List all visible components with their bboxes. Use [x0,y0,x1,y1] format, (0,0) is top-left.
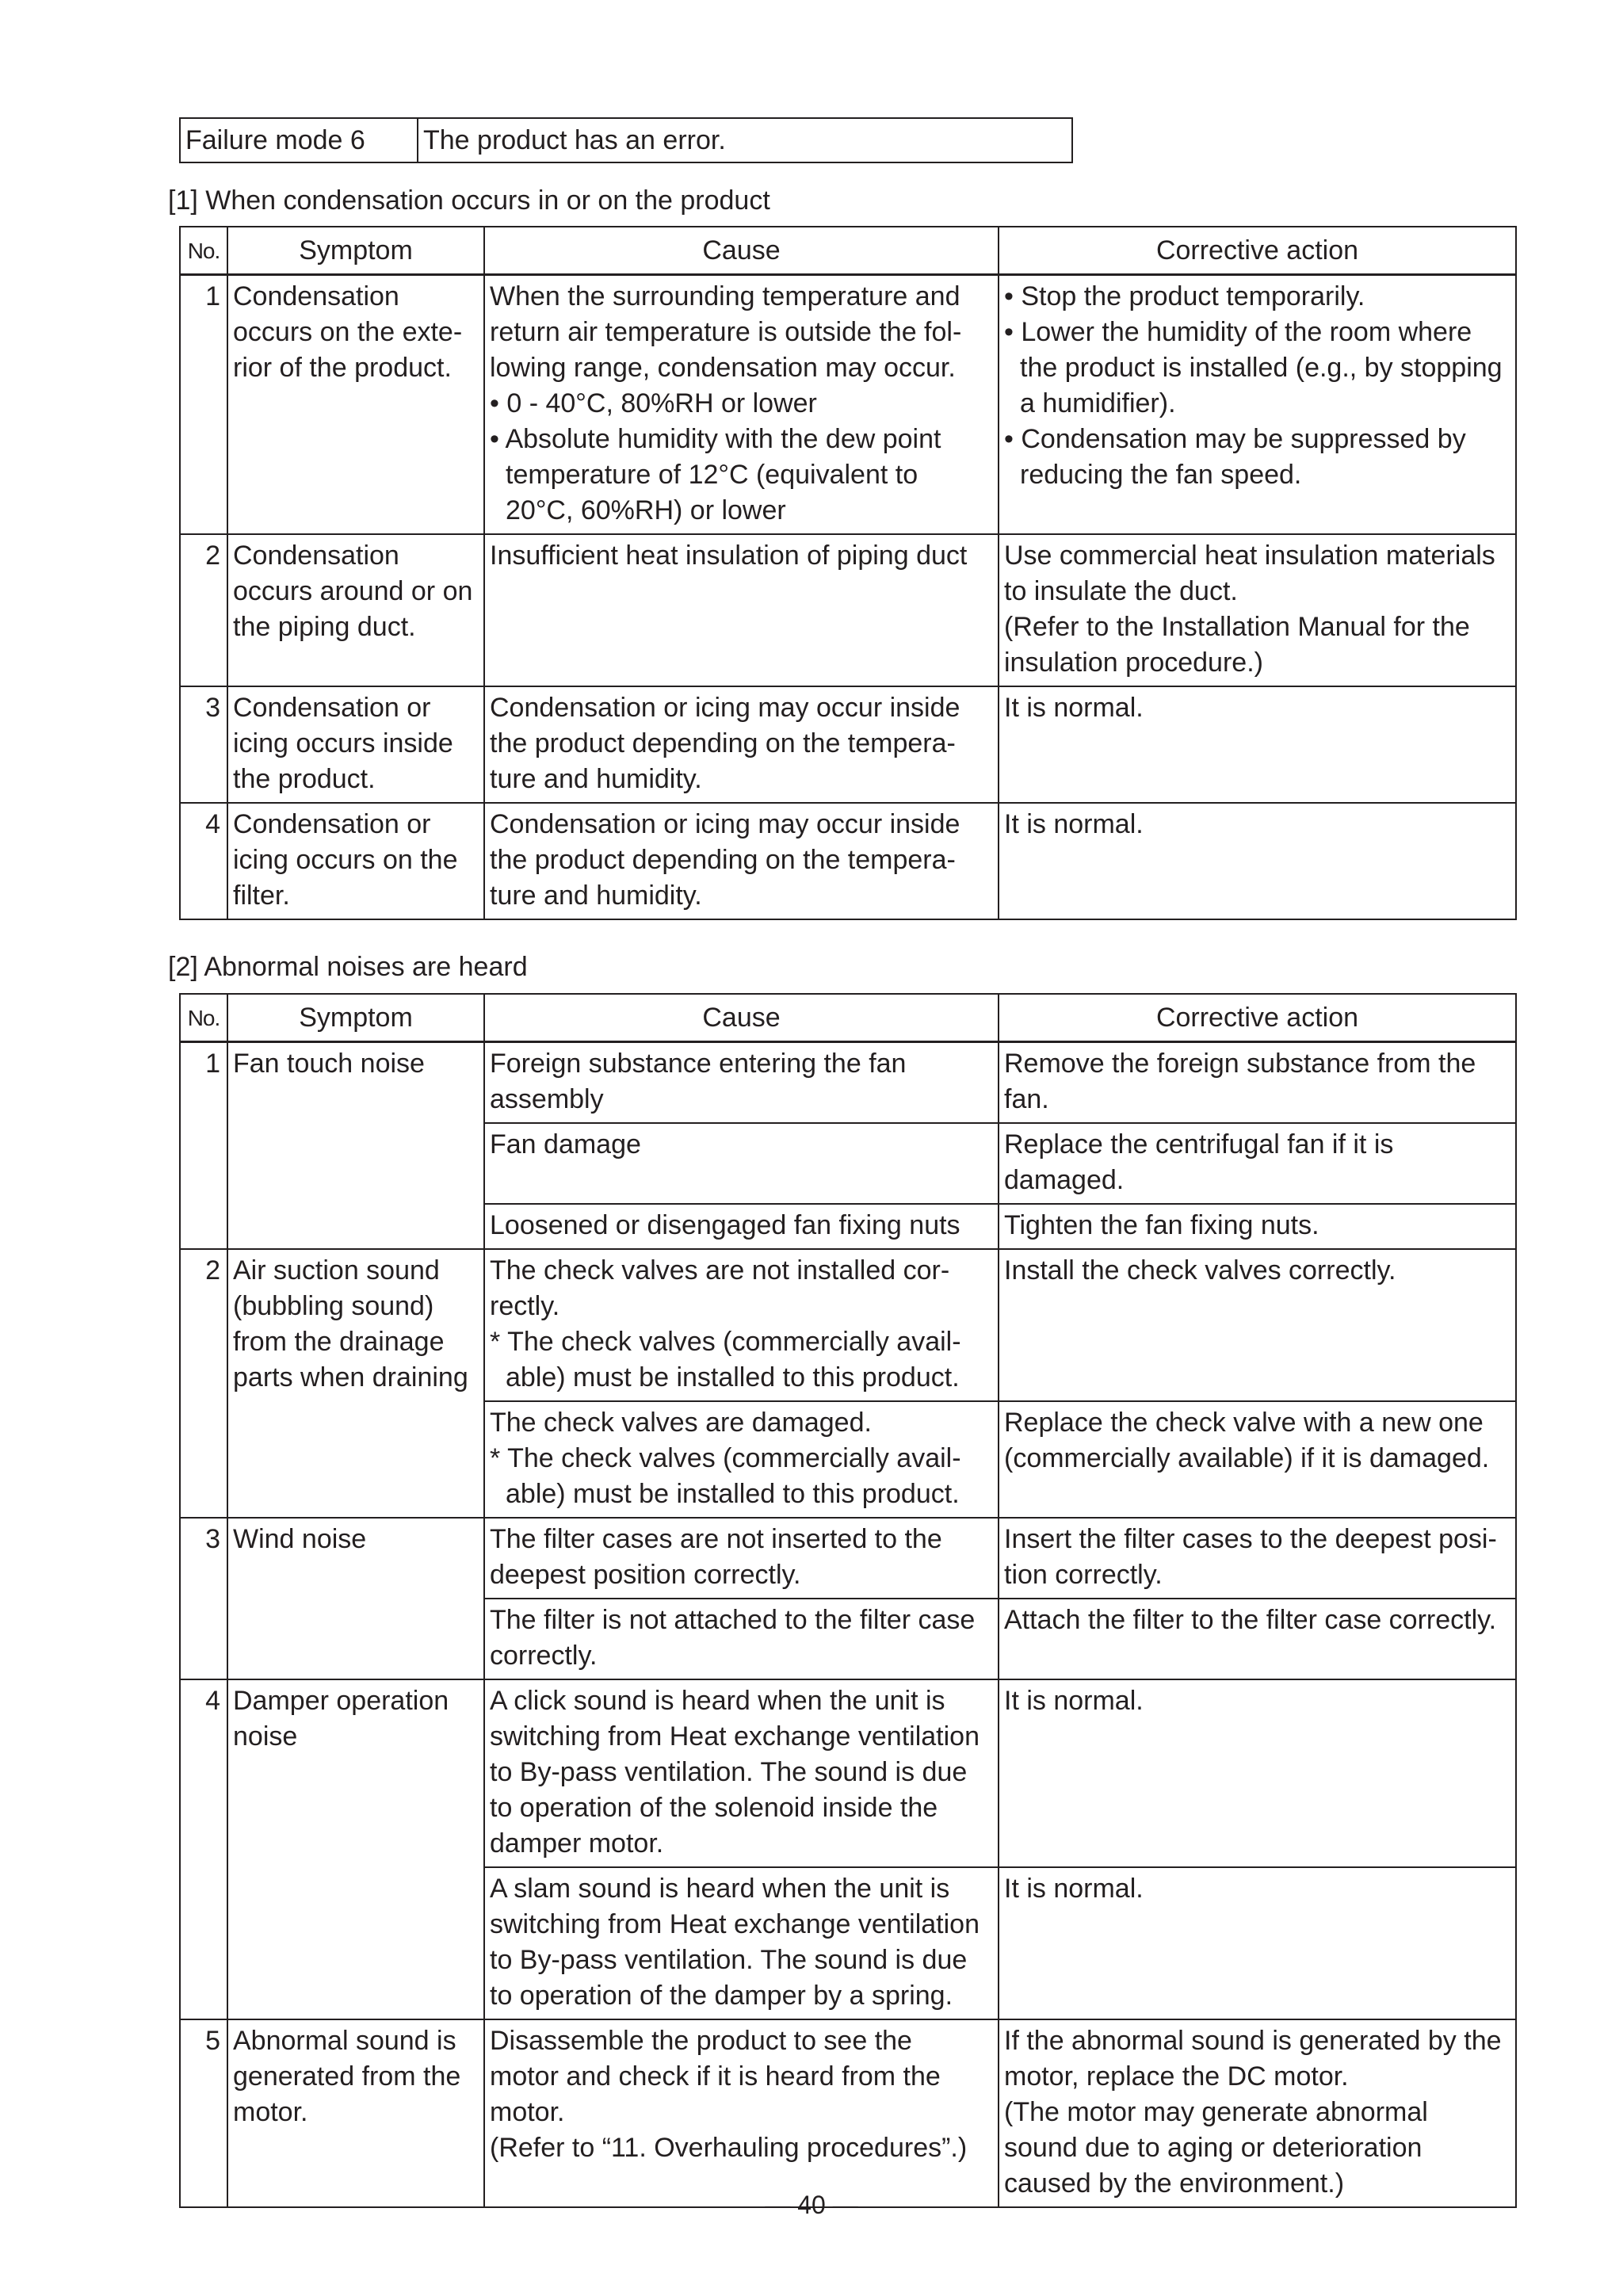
text-line: ture and humidity. [490,764,702,794]
cause-cell [484,275,999,535]
text-line: It is normal. [1004,1874,1144,1904]
corrective-action-cell [999,803,1516,919]
row-number: 1 [180,275,227,535]
cause-cell [484,686,999,803]
text-line: tion correctly. [1004,1560,1163,1590]
text-line: 20°C, 60%RH) or lower [506,495,786,525]
text-line: Loosened or disengaged fan fixing nuts [490,1210,960,1240]
text-line: Condensation [233,541,399,571]
cause-cell [484,1867,999,2019]
text-line: deepest position correctly. [490,1560,801,1590]
text-line: fan. [1004,1084,1049,1114]
cause-cell [484,1401,999,1518]
text-line: correctly. [490,1641,598,1671]
corrective-action-cell [999,1204,1516,1249]
text-line: from the drainage [233,1327,445,1357]
text-line: sound due to aging or deterioration [1004,2133,1423,2163]
cause-cell [484,1679,999,1867]
symptom-cell [227,1679,484,2019]
cause-cell [484,803,999,919]
text-line: A click sound is heard when the unit is [490,1686,945,1716]
table-row [180,534,1516,686]
text-line: ture and humidity. [490,881,702,911]
text-line: icing occurs inside [233,728,453,758]
section1-heading: [1] When condensation occurs in or on the product [168,185,770,216]
row-number: 5 [180,2019,227,2207]
text-line: Wind noise [233,1524,367,1554]
text-line: damper motor. [490,1828,664,1859]
text-line: Insufficient heat insulation of piping duct [490,541,968,571]
row-number: 2 [180,534,227,686]
text-line: the product depending on the tempera- [490,728,956,758]
text-line: switching from Heat exchange ventilation [490,1721,980,1752]
header-cause: Cause [484,994,999,1042]
cause-cell [484,534,999,686]
row-number: 1 [180,1042,227,1250]
header-corrective-action: Corrective action [999,227,1516,275]
text-line: Disassemble the product to see the [490,2026,912,2056]
text-line: If the abnormal sound is generated by the [1004,2026,1502,2056]
row-number: 4 [180,1679,227,2019]
text-line: caused by the environment.) [1004,2168,1345,2199]
row-number: 3 [180,686,227,803]
text-line: Use commercial heat insulation materials [1004,541,1495,571]
table-row [180,1042,1516,1124]
header-no: No. [180,994,227,1042]
text-line: occurs around or on [233,576,473,606]
row-number: 4 [180,803,227,919]
text-line: switching from Heat exchange ventilation [490,1909,980,1939]
text-line: the product depending on the tempera- [490,845,956,875]
text-line: Remove the foreign substance from the [1004,1049,1476,1079]
cause-cell [484,1123,999,1204]
text-line: Condensation or [233,809,431,839]
cause-cell [484,1042,999,1124]
text-line: noise [233,1721,298,1752]
section2-heading: [2] Abnormal noises are heard [168,952,528,982]
text-line: (commercially available) if it is damaged. [1004,1443,1490,1473]
text-line: (Refer to the Installation Manual for the [1004,612,1470,642]
failure-mode-label: Failure mode 6 [180,118,418,162]
symptom-cell [227,534,484,686]
corrective-action-cell [999,2019,1516,2207]
text-line: Install the check valves correctly. [1004,1255,1396,1286]
text-line: motor and check if it is heard from the [490,2061,941,2092]
symptom-cell [227,686,484,803]
text-line: The filter is not attached to the filter case [490,1605,976,1635]
symptom-cell [227,1249,484,1518]
text-line: the product. [233,764,376,794]
corrective-action-cell [999,1249,1516,1401]
text-line: damaged. [1004,1165,1125,1195]
text-line: • Condensation may be suppressed by [1004,424,1466,454]
condensation-table [179,226,1517,920]
text-line: return air temperature is outside the fol- [490,317,962,347]
text-line: the piping duct. [233,612,416,642]
cause-cell [484,1518,999,1599]
text-line: * The check valves (commercially avail- [490,1327,961,1357]
text-line: It is normal. [1004,693,1144,723]
text-line: The check valves are damaged. [490,1408,872,1438]
text-line: reducing the fan speed. [1020,460,1302,490]
header-no: No. [180,227,227,275]
text-line: lowing range, condensation may occur. [490,353,956,383]
text-line: It is normal. [1004,1686,1144,1716]
text-line: Condensation or icing may occur inside [490,693,960,723]
text-line: to operation of the damper by a spring. [490,1981,953,2011]
text-line: assembly [490,1084,604,1114]
header-cause: Cause [484,227,999,275]
corrective-action-cell [999,1401,1516,1518]
text-line: Abnormal sound is [233,2026,456,2056]
text-line: (Refer to “11. Overhauling procedures”.) [490,2133,968,2163]
text-line: • 0 - 40°C, 80%RH or lower [490,388,817,418]
text-line: Air suction sound [233,1255,440,1286]
corrective-action-cell [999,534,1516,686]
text-line: Fan damage [490,1129,641,1159]
row-number: 2 [180,1249,227,1518]
table-header-row [180,994,1516,1042]
text-line: (bubbling sound) [233,1291,434,1321]
header-corrective-action: Corrective action [999,994,1516,1042]
text-line: motor. [490,2097,565,2127]
text-line: * The check valves (commercially avail- [490,1443,961,1473]
text-line: motor, replace the DC motor. [1004,2061,1349,2092]
table-row [180,275,1516,535]
text-line: parts when draining [233,1362,468,1392]
text-line: • Lower the humidity of the room where [1004,317,1472,347]
corrective-action-cell [999,686,1516,803]
corrective-action-cell [999,1518,1516,1599]
header-symptom: Symptom [227,227,484,275]
symptom-cell [227,2019,484,2207]
text-line: motor. [233,2097,308,2127]
table-row [180,1518,1516,1599]
text-line: to insulate the duct. [1004,576,1238,606]
text-line: Replace the check valve with a new one [1004,1408,1484,1438]
text-line: A slam sound is heard when the unit is [490,1874,950,1904]
text-line: When the surrounding temperature and [490,281,960,311]
text-line: rior of the product. [233,353,452,383]
text-line: the product is installed (e.g., by stopping [1020,353,1503,383]
failure-mode-table [179,117,1073,163]
text-line: to By-pass ventilation. The sound is due [490,1945,968,1975]
text-line: a humidifier). [1020,388,1176,418]
cause-cell [484,1249,999,1401]
text-line: (The motor may generate abnormal [1004,2097,1428,2127]
text-line: insulation procedure.) [1004,648,1263,678]
condensation-table-body [180,275,1516,920]
symptom-cell [227,1518,484,1679]
corrective-action-cell [999,1867,1516,2019]
text-line: Foreign substance entering the fan [490,1049,907,1079]
text-line: Tighten the fan fixing nuts. [1004,1210,1319,1240]
text-line: occurs on the exte- [233,317,463,347]
corrective-action-cell [999,1679,1516,1867]
text-line: It is normal. [1004,809,1144,839]
row-number: 3 [180,1518,227,1679]
text-line: to operation of the solenoid inside the [490,1793,938,1823]
text-line: Condensation or [233,693,431,723]
text-line: The filter cases are not inserted to the [490,1524,942,1554]
symptom-cell [227,275,484,535]
symptom-cell [227,803,484,919]
abnormal-noise-table [179,993,1517,2208]
corrective-action-cell [999,1123,1516,1204]
cause-cell [484,2019,999,2207]
table-row [180,686,1516,803]
text-line: rectly. [490,1291,560,1321]
table-header-row [180,227,1516,275]
header-symptom: Symptom [227,994,484,1042]
text-line: to By-pass ventilation. The sound is due [490,1757,968,1787]
text-line: generated from the [233,2061,461,2092]
table-row [180,803,1516,919]
symptom-cell [227,1042,484,1250]
cause-cell [484,1204,999,1249]
table-row [180,2019,1516,2207]
text-line: filter. [233,881,290,911]
text-line: The check valves are not installed cor- [490,1255,950,1286]
text-line: Fan touch noise [233,1049,425,1079]
text-line: temperature of 12°C (equivalent to [506,460,918,490]
failure-mode-row [180,118,1072,162]
failure-mode-description: The product has an error. [418,118,1072,162]
text-line: Damper operation [233,1686,449,1716]
page-number: — 40 — [765,2191,858,2219]
text-line: able) must be installed to this product. [506,1479,960,1509]
text-line: Replace the centrifugal fan if it is [1004,1129,1394,1159]
text-line: able) must be installed to this product. [506,1362,960,1392]
text-line: • Absolute humidity with the dew point [490,424,941,454]
text-line: Attach the filter to the filter case correctly. [1004,1605,1497,1635]
abnormal-noise-table-body [180,1042,1516,2208]
text-line: Condensation or icing may occur inside [490,809,960,839]
text-line: Insert the filter cases to the deepest posi- [1004,1524,1497,1554]
text-line: Condensation [233,281,399,311]
corrective-action-cell [999,275,1516,535]
corrective-action-cell [999,1042,1516,1124]
text-line: icing occurs on the [233,845,458,875]
cause-cell [484,1599,999,1679]
text-line: • Stop the product temporarily. [1004,281,1365,311]
corrective-action-cell [999,1599,1516,1679]
table-row [180,1679,1516,1867]
table-row [180,1249,1516,1401]
